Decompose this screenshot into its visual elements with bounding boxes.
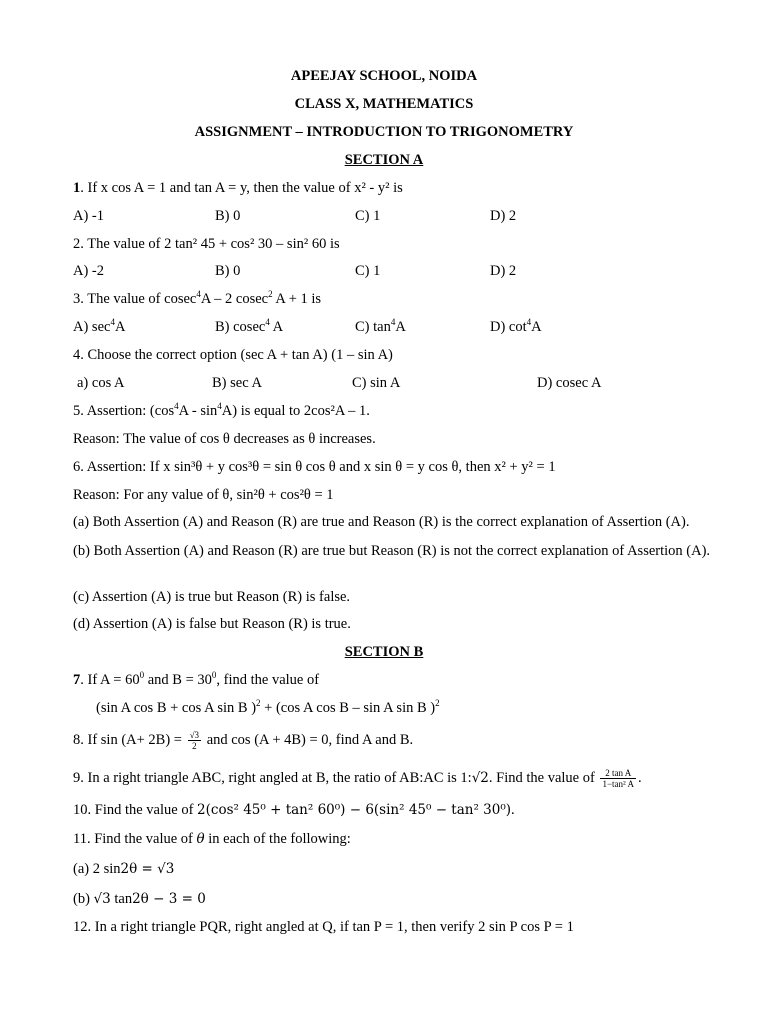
question-2: 2. The value of 2 tan² 45 + cos² 30 – sin² 60 is bbox=[73, 236, 340, 252]
assignment-title: ASSIGNMENT – INTRODUCTION TO TRIGONOMETRY bbox=[194, 124, 574, 140]
q3-option-d: D) $\cot^4A$ bbox=[490, 317, 542, 335]
ar-option-c: (c) Assertion (A) is true but Reason (R) is false. bbox=[73, 589, 351, 605]
question-10: 10. Find the value of 2(cos² 45⁰ + tan² 60⁰) − 6(sin² 45⁰ − tan² 30⁰). bbox=[73, 802, 515, 818]
fraction: $\frac{√3}{2}$ bbox=[189, 730, 200, 751]
question-3 bbox=[73, 291, 321, 308]
question-11: 11. Find the value of θ in each of the following: bbox=[73, 831, 351, 847]
question-5-reason: Reason: The value of cos θ decreases as θ increases. bbox=[73, 431, 376, 447]
q4-option-a: a) cos A bbox=[77, 375, 125, 391]
ar-option-b: (b) Both Assertion (A) and Reason (R) are true but Reason (R) is not the correct explanation of Assertion (A). bbox=[73, 543, 711, 559]
question-number: 1 bbox=[73, 180, 81, 196]
q1-option-a: A) -1 bbox=[73, 208, 105, 224]
q3-option-c: C) $\tan^4A$ bbox=[355, 317, 406, 335]
q1-option-d: D) 2 bbox=[490, 208, 517, 224]
school-name: APEEJAY SCHOOL, NOIDA bbox=[290, 68, 478, 84]
text-part: A + 1 is bbox=[272, 291, 322, 307]
q4-option-b: B) sec A bbox=[212, 375, 262, 391]
superscript: 4 bbox=[196, 289, 201, 299]
q1-option-c: C) 1 bbox=[355, 208, 381, 224]
section-a-heading: SECTION A bbox=[344, 152, 424, 168]
q4-option-c: C) sin A bbox=[352, 375, 401, 391]
q2-option-b: B) 0 bbox=[215, 263, 241, 279]
fraction: $\frac{\text{2 tan A}}{\text{1−tan² A}}$ bbox=[602, 768, 634, 789]
question-4: 4. Choose the correct option (sec A + tan A) (1 – sin A) bbox=[73, 347, 393, 363]
ar-option-a: (a) Both Assertion (A) and Reason (R) are true and Reason (R) is the correct explanation of Assertion (A). bbox=[73, 514, 690, 530]
class-subject: CLASS X, MATHEMATICS bbox=[294, 96, 474, 112]
q2-option-d: D) 2 bbox=[490, 263, 517, 279]
question-1 bbox=[73, 180, 403, 197]
question-6-reason: Reason: For any value of θ, sin²θ + cos²θ = 1 bbox=[73, 487, 334, 503]
q3-option-b: B) cosec$^4$ A bbox=[215, 317, 284, 335]
text-part: A – 2 cosec bbox=[200, 291, 269, 307]
question-7-expression: (sin A cos B + cos A sin B )$^2$ + (cos A cos B – sin A sin B )$^2$ bbox=[96, 698, 440, 716]
question-7: 7. If $A = 60^0$ and $B = 30^0$, find the value of bbox=[73, 670, 320, 688]
question-text: . If x cos A = 1 and tan A = y, then the value of x² - y² is bbox=[80, 180, 403, 196]
question-6-assertion: 6. Assertion: If x sin³θ + y cos³θ = sin θ cos θ and x sin θ = y cos θ, then x² + y² = 1 bbox=[73, 459, 556, 475]
superscript: 2 bbox=[268, 289, 273, 299]
question-11-b: (b) √3 tan2θ − 3 = 0 bbox=[73, 891, 206, 907]
q3-option-a: A) $\sec^4A$ bbox=[73, 317, 126, 335]
question-9: 9. In a right triangle ABC, right angled at B, the ratio of AB:AC is 1:√2. Find the value of $\frac{\text{2 tan A}}{\text{1−tan² A}}$ . bbox=[73, 768, 642, 789]
question-5-assertion: 5. Assertion: $(\cos^4A - \sin^4A)$ is equal to 2cos²A – 1. bbox=[73, 401, 370, 419]
question-8: 8. If sin (A+ 2B) = $\frac{√3}{2}$ and cos (A + 4B) = 0, find A and B. bbox=[73, 730, 414, 751]
section-b-heading: SECTION B bbox=[344, 644, 424, 660]
text-part: 3. The value of cosec bbox=[73, 291, 197, 307]
q2-option-c: C) 1 bbox=[355, 263, 381, 279]
ar-option-d: (d) Assertion (A) is false but Reason (R) is true. bbox=[73, 616, 351, 632]
question-11-a: (a) 2 sin2θ = √3 bbox=[73, 861, 175, 877]
q1-option-b: B) 0 bbox=[215, 208, 241, 224]
q2-option-a: A) -2 bbox=[73, 263, 105, 279]
question-12: 12. In a right triangle PQR, right angled at Q, if tan P = 1, then verify 2 sin P cos P = 1 bbox=[73, 919, 574, 935]
q4-option-d: D) cosec A bbox=[537, 375, 602, 391]
